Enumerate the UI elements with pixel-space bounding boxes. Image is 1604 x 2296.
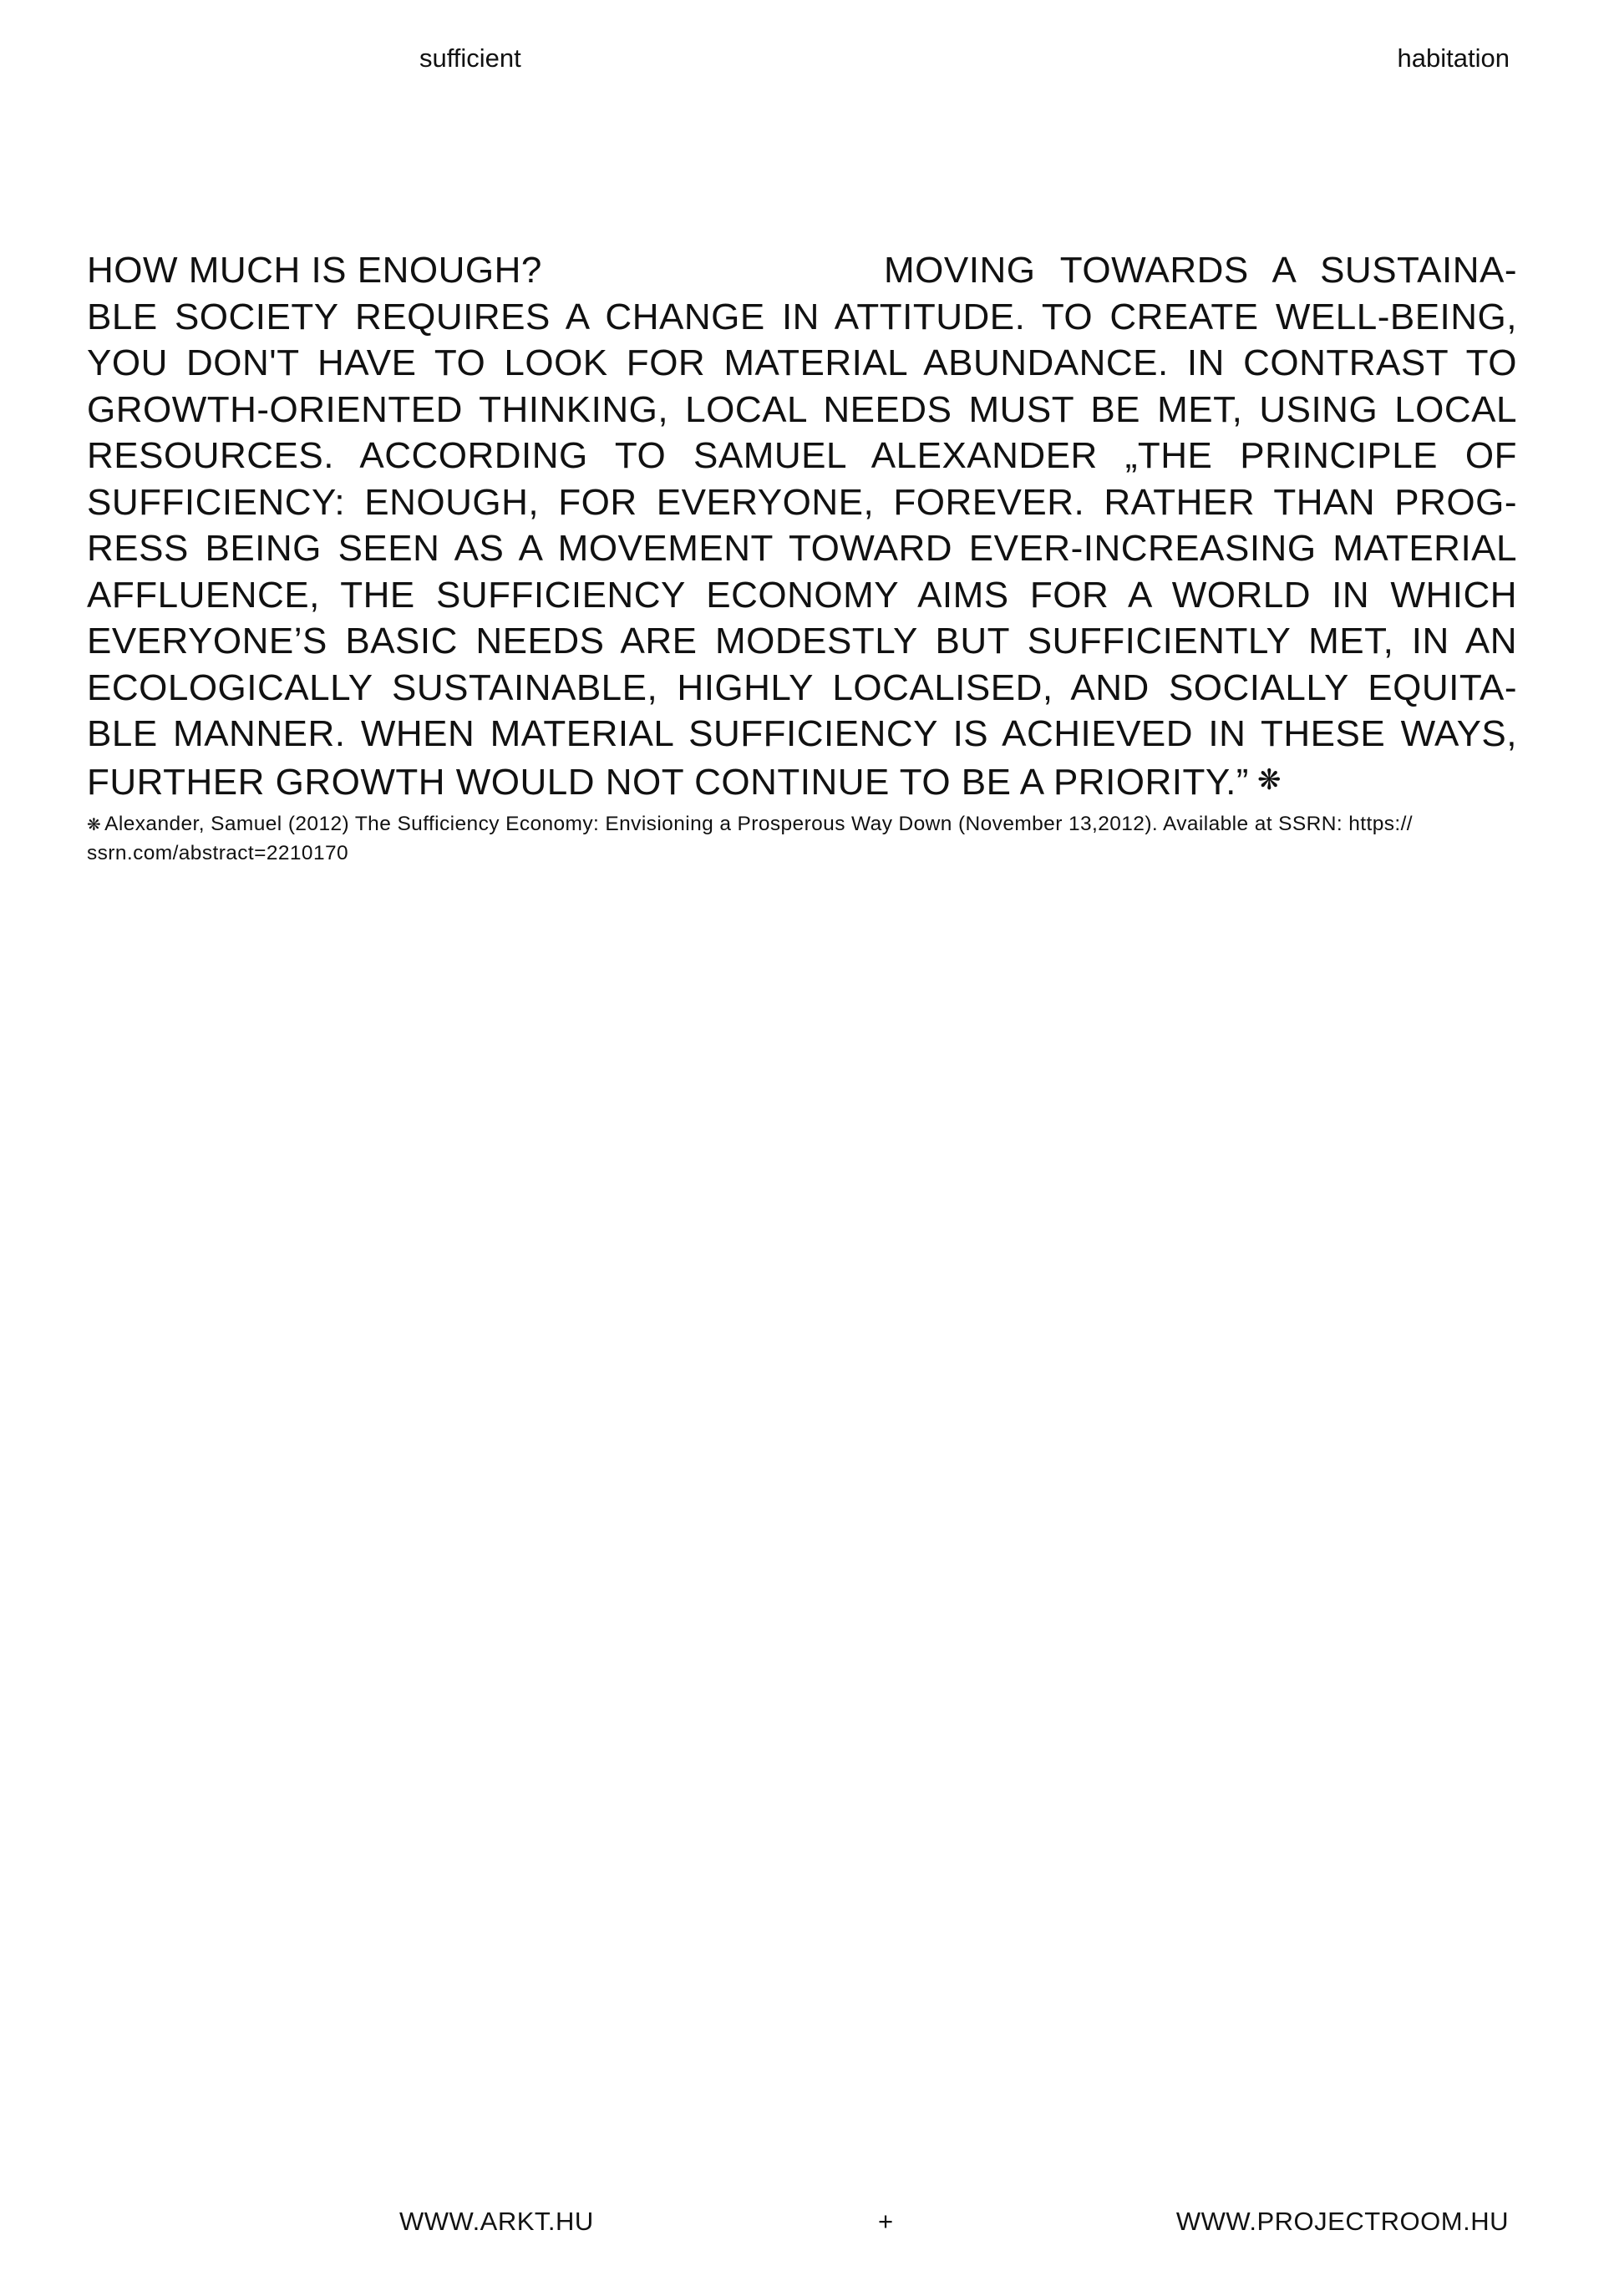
main-text-line: GROWTH-ORIENTED THINKING, LOCAL NEEDS MUST BE MET, USING LOCAL	[87, 388, 1517, 430]
main-text-line: RESOURCES. ACCORDING TO SAMUEL ALEXANDER „THE PRINCIPLE OF	[87, 435, 1517, 476]
footnote-text: Alexander, Samuel (2012) The Sufficiency Economy: Envisioning a Prosperous Way Down (November 13,2012). Available at SSRN: https://	[104, 813, 1413, 835]
main-text-line-1-rest: MOVING TOWARDS A SUSTAINA-	[884, 250, 1517, 291]
footnote-asterisk-icon: ❋	[87, 816, 102, 834]
footnote-line-1	[87, 810, 1517, 839]
main-text-line-1	[87, 247, 1517, 294]
header-left-label: sufficient	[419, 43, 521, 73]
heading-question: HOW MUCH IS ENOUGH?	[87, 250, 542, 291]
main-text-line-last	[87, 758, 1517, 804]
main-text-line: BLE SOCIETY REQUIRES A CHANGE IN ATTITUDE. TO CREATE WELL-BEING,	[87, 296, 1517, 337]
main-text-line: SUFFICIENCY: ENOUGH, FOR EVERYONE, FOREVER. RATHER THAN PROG-	[87, 481, 1517, 523]
footer-link-projectroom[interactable]: WWW.PROJECTROOM.HU	[1175, 2207, 1509, 2236]
footer-separator: +	[878, 2207, 894, 2236]
asterisk-icon: ❋	[1256, 763, 1282, 796]
footnote	[87, 810, 1517, 868]
main-text-line: EVERYONE’S BASIC NEEDS ARE MODESTLY BUT SUFFICIENTLY MET, IN AN	[87, 621, 1517, 661]
main-text-line: AFFLUENCE, THE SUFFICIENCY ECONOMY AIMS FOR A WORLD IN WHICH	[87, 574, 1517, 616]
main-text-line: YOU DON'T HAVE TO LOOK FOR MATERIAL ABUNDANCE. IN CONTRAST TO	[87, 342, 1517, 383]
main-text-line: BLE MANNER. WHEN MATERIAL SUFFICIENCY IS ACHIEVED IN THESE WAYS,	[87, 713, 1517, 754]
footnote-line-2: ssrn.com/abstract=2210170	[87, 842, 349, 864]
main-text-block	[87, 247, 1517, 803]
header-right-label: habitation	[1397, 43, 1510, 73]
main-text-line: RESS BEING SEEN AS A MOVEMENT TOWARD EVER-INCREASING MATERIAL	[87, 528, 1517, 569]
footer-link-arkt[interactable]: WWW.ARKT.HU	[399, 2207, 594, 2236]
main-text-last-words: FURTHER GROWTH WOULD NOT CONTINUE TO BE A PRIORITY.”	[87, 761, 1249, 803]
main-text-line: ECOLOGICALLY SUSTAINABLE, HIGHLY LOCALISED, AND SOCIALLY EQUITA-	[87, 666, 1517, 708]
